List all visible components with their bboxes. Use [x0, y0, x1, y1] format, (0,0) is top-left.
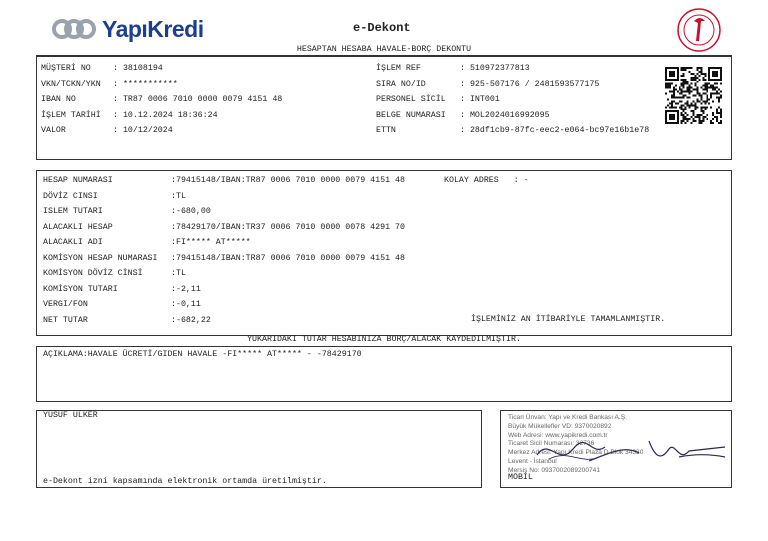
transaction-field-label: NET TUTAR: [43, 315, 88, 325]
customer-field-value: : 10.12.2024 18:36:24: [113, 110, 218, 120]
yapikredi-emblem-icon: [52, 18, 96, 40]
bank-info-box: [500, 410, 732, 488]
description-text: AÇIKLAMA:HAVALE ÜCRETİ/GIDEN HAVALE -FI***** AT***** - -78429170: [43, 350, 362, 359]
customer-field-label: VALOR: [41, 126, 66, 135]
reference-field-label: PERSONEL SİCİL: [376, 95, 446, 104]
transaction-field-row: [43, 282, 405, 298]
transaction-field-value: :-0,11: [171, 300, 201, 309]
transaction-field-label: KOMİSYON TUTARI: [43, 284, 118, 294]
transaction-field-value: :-2,11: [171, 284, 201, 294]
bank-info-line: Web Adresi: www.yapikredi.com.tr: [508, 431, 608, 439]
reference-field-row: [376, 92, 649, 108]
kolay-adres: [444, 173, 529, 189]
owner-box: [36, 410, 482, 488]
bank-info-line: Levent - İstanbul: [508, 457, 557, 465]
customer-info-box: [36, 56, 732, 160]
reference-field-value: : MOL2024016992095: [460, 110, 550, 120]
reference-field-row: [376, 77, 649, 93]
transaction-field-value: :TL: [171, 191, 186, 201]
customer-info-right: [376, 61, 649, 139]
transaction-field-row: [43, 173, 405, 189]
description-box: [36, 346, 732, 402]
e-dekont-note: e-Dekont izni kapsamında elektronik ortamda üretilmiştir.: [43, 477, 327, 486]
customer-field-value: : TR87 0006 7010 0000 0079 4151 48: [113, 95, 283, 104]
transaction-field-value: :79415148/IBAN:TR87 0006 7010 0000 0079 4151 48: [171, 176, 406, 185]
reference-field-row: [376, 108, 649, 124]
signature-icon: [529, 427, 729, 471]
reference-field-value: : 510972377813: [460, 64, 530, 73]
transaction-field-value: :-680,00: [171, 207, 211, 216]
customer-field-value: : 38108194: [113, 64, 163, 73]
reference-field-label: ETTN: [376, 126, 396, 135]
bank-info-line: Ticari Ünvan: Yapı ve Kredi Bankası A.Ş.: [508, 414, 627, 421]
customer-field-label: MÜŞTERİ NO: [41, 64, 91, 73]
reference-field-value: : 28df1cb9-87fc-eec2-e064-bc97e16b1e78: [460, 126, 650, 135]
transaction-field-value: :TL: [171, 269, 186, 278]
bank-info-line: Ticaret Sicil Numarası: 32736: [508, 440, 595, 448]
reference-field-label: İŞLEM REF: [376, 64, 421, 73]
transaction-field-value: :-682,22: [171, 315, 211, 325]
bank-info-line: Merkez Adresi: Yapı Kredi Plaza D Blok 34330: [508, 449, 644, 457]
owner-name: YUSUF ÜLKER: [43, 411, 98, 420]
transaction-details-box: [36, 170, 732, 336]
completed-note: İŞLEMİNİZ AN İTİBARİYLE TAMAMLANMIŞTIR.: [471, 315, 666, 324]
transaction-field-value: :78429170/IBAN:TR37 0006 7010 0000 0078 4291 70: [171, 222, 406, 232]
customer-field-value: : 10/12/2024: [113, 126, 173, 135]
customer-field-row: [41, 123, 282, 139]
transaction-field-row: [43, 235, 405, 251]
document-title: e-Dekont: [353, 21, 411, 35]
reference-field-value: : INT001: [460, 95, 500, 104]
bank-info-line: Büyük Mükellefler VD: 9370020892: [508, 422, 612, 430]
transaction-field-row: [43, 189, 405, 205]
transaction-field-label: KOMİSYON DÖVİZ CİNSİ: [43, 269, 143, 278]
document-subtitle: HESAPTAN HESABA HAVALE-BORÇ DEKONTU: [296, 45, 472, 54]
reference-field-row: [376, 61, 649, 77]
transaction-field-label: ISLEM TUTARI: [43, 207, 103, 216]
customer-field-row: [41, 61, 282, 77]
customer-field-label: VKN/TCKN/YKN: [41, 79, 101, 89]
transaction-field-label: ALACAKLI HESAP: [43, 222, 113, 232]
transaction-field-label: HESAP NUMARASI: [43, 176, 113, 185]
customer-field-row: [41, 77, 282, 93]
transaction-field-row: [43, 266, 405, 282]
channel-label: MOBİL: [508, 473, 533, 482]
transaction-field-label: DÖVİZ CINSI: [43, 191, 98, 201]
debit-note: YUKARIDAKI TUTAR HESABINIZA BORÇ/ALACAK KAYDEDILMIŞTIR.: [247, 335, 521, 344]
transaction-field-label: ALACAKLI ADI: [43, 238, 103, 247]
customer-info-left: [41, 61, 282, 139]
reference-field-row: [376, 123, 649, 139]
reference-field-value: : 925-507176 / 2481593577175: [460, 79, 600, 89]
customer-field-row: [41, 92, 282, 108]
transaction-field-row: [43, 297, 405, 313]
transaction-rows: [43, 173, 405, 328]
kolay-adres-label: KOLAY ADRES: [444, 176, 499, 185]
bank-info-line: Mersis No: 0937002089200741: [508, 466, 601, 474]
transaction-field-row: [43, 251, 405, 267]
transaction-field-label: VERGI/FON: [43, 300, 88, 309]
bank-logo: [52, 14, 204, 44]
transaction-field-row: [43, 204, 405, 220]
transaction-field-value: :FI***** AT*****: [171, 238, 251, 247]
customer-field-label: IBAN NO: [41, 95, 76, 104]
transaction-field-value: :79415148/IBAN:TR87 0006 7010 0000 0079 4151 48: [171, 253, 406, 263]
customer-field-label: İŞLEM TARİHİ: [41, 110, 101, 120]
reference-field-label: BELGE NUMARASI: [376, 110, 446, 120]
customer-field-row: [41, 108, 282, 124]
customer-field-value: : ***********: [113, 79, 178, 89]
qr-code-icon: [665, 67, 722, 124]
kolay-adres-value: : -: [513, 176, 529, 185]
transaction-field-label: KOMİSYON HESAP NUMARASI: [43, 253, 158, 263]
reference-field-label: SIRA NO/ID: [376, 79, 426, 89]
transaction-field-row: [43, 220, 405, 236]
brand-name: YapıKredi: [102, 15, 204, 42]
transaction-field-row: [43, 313, 405, 329]
